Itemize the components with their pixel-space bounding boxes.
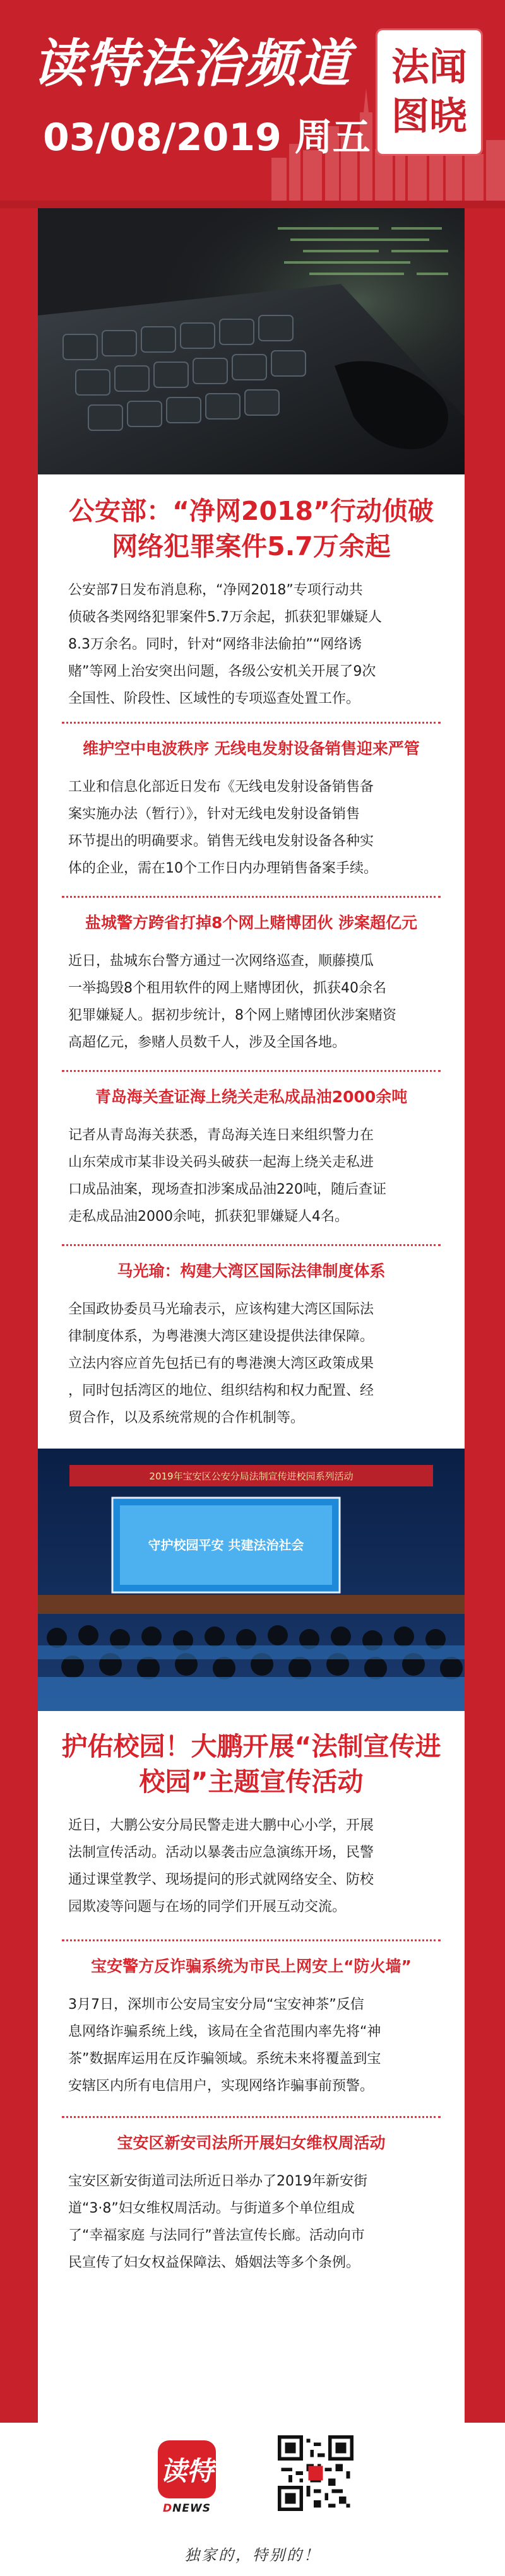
auditorium-banner-text: 2019年宝安区公安分局法制宣传进校园系列活动 (149, 1471, 354, 1482)
body-line: 环节提出的明确要求。销售无线电发射设备各种实 (68, 833, 374, 849)
footer-slogan: 独家的，特别的！ (184, 2546, 321, 2564)
body-line: 走私成品油2000余吨，抓获犯罪嫌疑人4名。 (68, 1209, 348, 1225)
body-line: 茶”数据库运用在反诈骗领域。系统未来将覆盖到宝 (68, 2051, 381, 2067)
body-line: 园欺凌等问题与在场的同学们开展互动交流。 (68, 1899, 347, 1915)
section-divider (62, 896, 441, 898)
section-title: 维护空中电波秩序 无线电发射设备销售迎来严管 (83, 739, 420, 758)
body-line: ，同时包括湾区的地位、组织结构和权力配置、经 (68, 1383, 374, 1399)
badge-line-2: 图晓 (391, 95, 467, 139)
dunews-app-logo[interactable] (158, 2440, 216, 2498)
feature-body (68, 1812, 434, 1920)
section-divider (62, 722, 441, 724)
body-line: 立法内容应首先包括已有的粤港澳大湾区政策成果 (68, 1356, 374, 1372)
column-badge (377, 30, 481, 154)
body-line: 案实施办法（暂行）》，针对无线电发射设备销售 (68, 806, 360, 822)
lead-headline-line: 网络犯罪案件5.7万余起 (112, 531, 391, 562)
body-line: 全国性、阶段性、区域性的专项巡查处置工作。 (68, 691, 360, 707)
auditorium-screen-text: 守护校园平安 共建法治社会 (148, 1538, 304, 1553)
body-line: 宝安区新安街道司法所近日举办了2019年新安街 (68, 2173, 367, 2189)
section-title: 盐城警方跨省打掉8个网上赌博团伙 涉案超亿元 (85, 914, 418, 932)
body-line: 近日，大鹏公安分局民警走进大鹏中心小学，开展 (68, 1818, 374, 1833)
news-panel (38, 208, 465, 2423)
body-line: 8.3万余名。同时，针对“网络非法偷拍”“网络诱 (68, 637, 362, 652)
section-body (68, 773, 434, 882)
feature-headline-line: 校园”主题宣传活动 (139, 1767, 364, 1797)
body-line: 山东荣成市某非设关码头破获一起海上绕关走私进 (68, 1155, 374, 1170)
body-line: 息网络诈骗系统上线，该局在全省范围内率先将“神 (68, 2024, 381, 2040)
body-line: 了“幸福家庭 与法同行”普法宣传长廊。活动向市 (68, 2228, 365, 2244)
app-name-letter: D (163, 2502, 173, 2515)
section-title: 宝安区新安司法所开展妇女维权周活动 (117, 2134, 386, 2152)
body-line: 全国政协委员马光瑜表示，应该构建大湾区国际法 (68, 1302, 374, 1317)
section-body (68, 1991, 434, 2100)
body-line: 赌”等网上治安突出问题，各级公安机关开展了9次 (68, 664, 376, 679)
feature-headline-line: 护佑校园！大鹏开展“法制宣传进 (61, 1731, 441, 1761)
hacker-keyboard-photo (38, 208, 465, 474)
section-title: 马光瑜：构建大湾区国际法律制度体系 (117, 1262, 386, 1280)
app-logo-text: 读特 (160, 2455, 213, 2486)
body-line: 一举捣毁8个租用软件的网上赌博团伙，抓获40余名 (68, 980, 386, 996)
body-line: 民宣传了妇女权益保障法、婚姻法等多个条例。 (68, 2255, 360, 2271)
qr-code-icon[interactable] (278, 2435, 354, 2511)
body-line: 口成品油案，现场查扣涉案成品油220吨，随后查证 (68, 1182, 386, 1197)
lead-body (68, 577, 434, 712)
body-line: 工业和信息化部近日发布《无线电发射设备销售备 (68, 779, 374, 795)
body-line: 律制度体系，为粤港澳大湾区建设提供法律保障。 (68, 1329, 374, 1344)
body-line: 记者从青岛海关获悉，青岛海关连日来组织警力在 (68, 1127, 374, 1143)
footer (0, 2423, 505, 2576)
date-line: 03/08/2019 周五 (43, 115, 371, 160)
section-body (68, 1122, 434, 1230)
section-title: 青岛海关查证海上绕关走私成品油2000余吨 (95, 1088, 408, 1106)
section-body (68, 1296, 434, 1432)
body-line: 贸合作，以及系统常规的合作机制等。 (68, 1410, 305, 1426)
feature-headline (38, 1729, 465, 1799)
badge-line-1: 法闻 (391, 45, 467, 90)
section-body (68, 2168, 434, 2276)
body-line: 安辖区内所有电信用户，实现网络诈骗事前预警。 (68, 2078, 374, 2094)
body-line: 道“3·8”妇女维权周活动。与街道多个单位组成 (68, 2201, 355, 2216)
body-line: 通过课堂教学、现场提问的形式就网络安全、防校 (68, 1872, 374, 1888)
school-auditorium-photo (38, 1449, 465, 1711)
body-line: 法制宣传活动。活动以暴袭击应急演练开场，民警 (68, 1845, 374, 1861)
lead-headline-line: 公安部：“净网2018”行动侦破 (68, 496, 434, 526)
body-line: 侦破各类网络犯罪案件5.7万余起，抓获犯罪嫌疑人 (68, 609, 382, 625)
section-body (68, 948, 434, 1056)
body-line: 高超亿元，参赌人员数千人，涉及全国各地。 (68, 1035, 347, 1050)
section-divider (62, 1939, 441, 1941)
app-name (158, 2502, 216, 2515)
app-name-rest: NEWS (172, 2502, 211, 2515)
section-divider (62, 2116, 441, 2118)
header-banner (0, 0, 505, 208)
body-line: 公安部7日发布消息称，“净网2018”专项行动共 (68, 582, 363, 598)
body-line: 3月7日，深圳市公安局宝安分局“宝安神茶”反信 (68, 1997, 364, 2013)
section-title: 宝安警方反诈骗系统为市民上网安上“防火墙” (91, 1957, 412, 1975)
body-line: 犯罪嫌疑人。据初步统计，8个网上赌博团伙涉案赌资 (68, 1008, 396, 1023)
section-divider (62, 1244, 441, 1246)
section-divider (62, 1070, 441, 1072)
body-line: 体的企业，需在10个工作日内办理销售备案手续。 (68, 861, 377, 876)
brand-title: 读特法治频道 (33, 34, 351, 94)
body-line: 近日，盐城东台警方通过一次网络巡查，顺藤摸瓜 (68, 953, 374, 969)
lead-headline (38, 493, 465, 564)
